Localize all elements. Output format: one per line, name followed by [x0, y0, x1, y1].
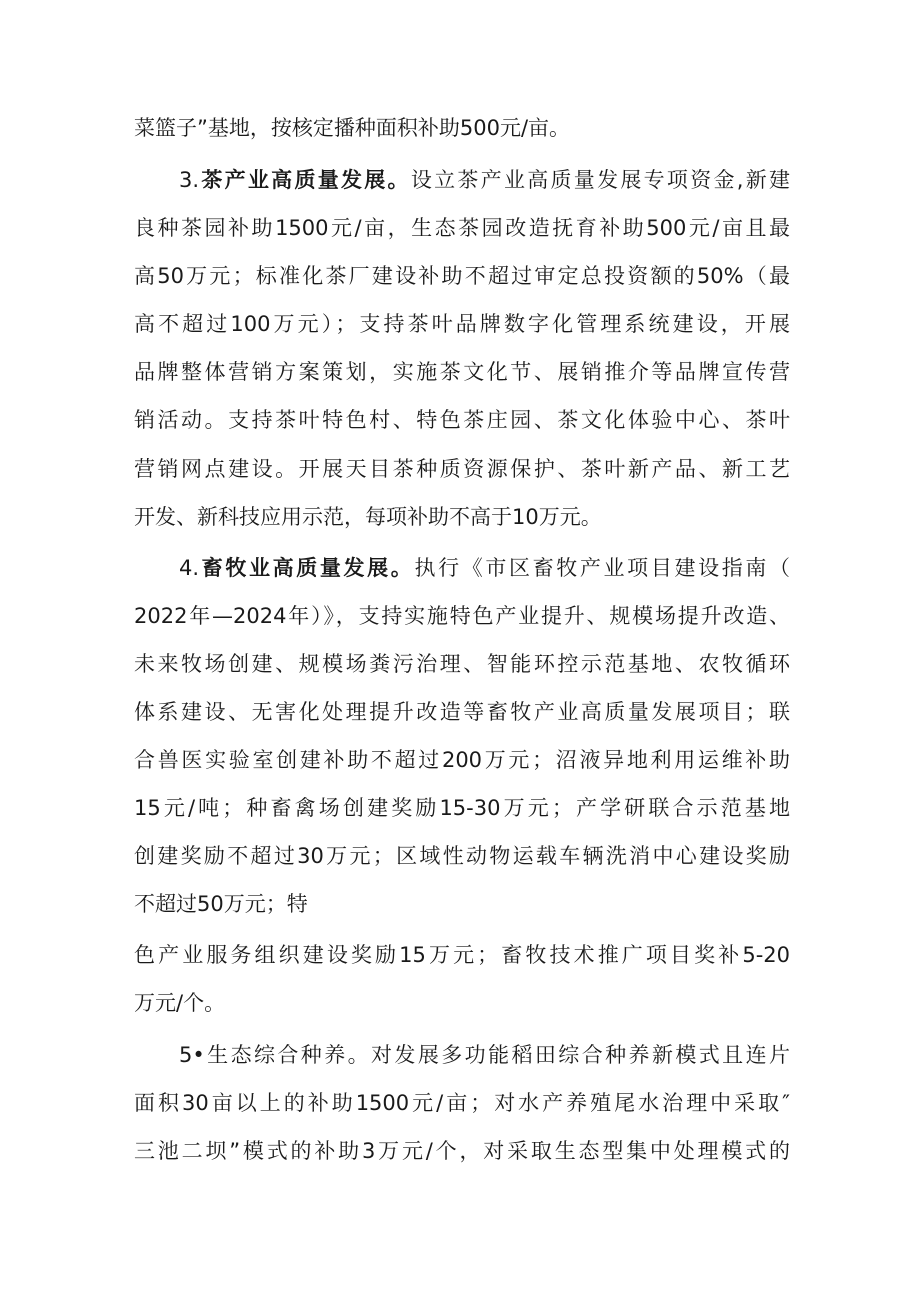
item-4-first-line [179, 550, 790, 586]
text-line: 创建奖励不超过30万元；区域性动物运载车辆洗消中心建设奖励 [134, 844, 790, 868]
text-line: 体系建设、无害化处理提升改造等畜牧产业高质量发展项目；联 [134, 700, 790, 724]
item-3-heading: 茶产业高质量发展。 [199, 168, 411, 192]
text-line: 开发、新科技应用示范，每项补助不高于10万元。 [134, 505, 602, 529]
item-5-first-line: 5•生态综合种养。对发展多功能稻田综合种养新模式且连片 [179, 1043, 790, 1067]
text-line: 色产业服务组织建设奖励15万元；畜牧技术推广项目奖补5-20 [134, 943, 790, 967]
text-line: 2022年—2024年）》，支持实施特色产业提升、规模场提升改造、 [134, 604, 790, 628]
text-line: 销活动。支持茶叶特色村、特色茶庄园、茶文化体验中心、茶叶 [134, 408, 790, 432]
text-line: 品牌整体营销方案策划，实施茶文化节、展销推介等品牌宣传营 [134, 360, 790, 384]
text-line: 合兽医实验室创建补助不超过200万元；沼液异地利用运维补助 [134, 748, 790, 772]
text-line: 15元/吨；种畜禽场创建奖励15-30万元；产学研联合示范基地 [134, 796, 790, 820]
text-line: 未来牧场创建、规模场粪污治理、智能环控示范基地、农牧循环 [134, 652, 790, 676]
item-4-heading: 畜牧业高质量发展。 [199, 556, 415, 580]
item-3-first-line [179, 162, 790, 198]
text-line: 菜篮子”基地，按核定播种面积补助500元/亩。 [134, 116, 571, 140]
text-line: 良种茶园补助1500元/亩，生态茶园改造抚育补助500元/亩且最 [134, 216, 790, 240]
text-segment: 执行《市区畜牧产业项目建设指南（ [414, 556, 790, 580]
text-line: 面积30亩以上的补助1500元/亩；对水产养殖尾水治理中采取″ [134, 1091, 790, 1115]
text-line: 高不超过100万元）；支持茶叶品牌数字化管理系统建设，开展 [134, 312, 790, 336]
text-line: 不超过50万元；特 [134, 892, 308, 916]
text-line: 三池二坝”模式的补助3万元/个，对采取生态型集中处理模式的 [134, 1139, 790, 1163]
text-line: 万元/个。 [134, 991, 226, 1015]
item-4-number: 4. [179, 556, 200, 580]
text-line: 营销网点建设。开展天目茶种质资源保护、茶叶新产品、新工艺 [134, 457, 790, 481]
item-3-number: 3. [179, 168, 200, 192]
text-segment: 设立茶产业高质量发展专项资金,新建 [410, 168, 790, 192]
text-line: 高50万元；标准化茶厂建设补助不超过审定总投资额的50%（最 [134, 264, 790, 288]
